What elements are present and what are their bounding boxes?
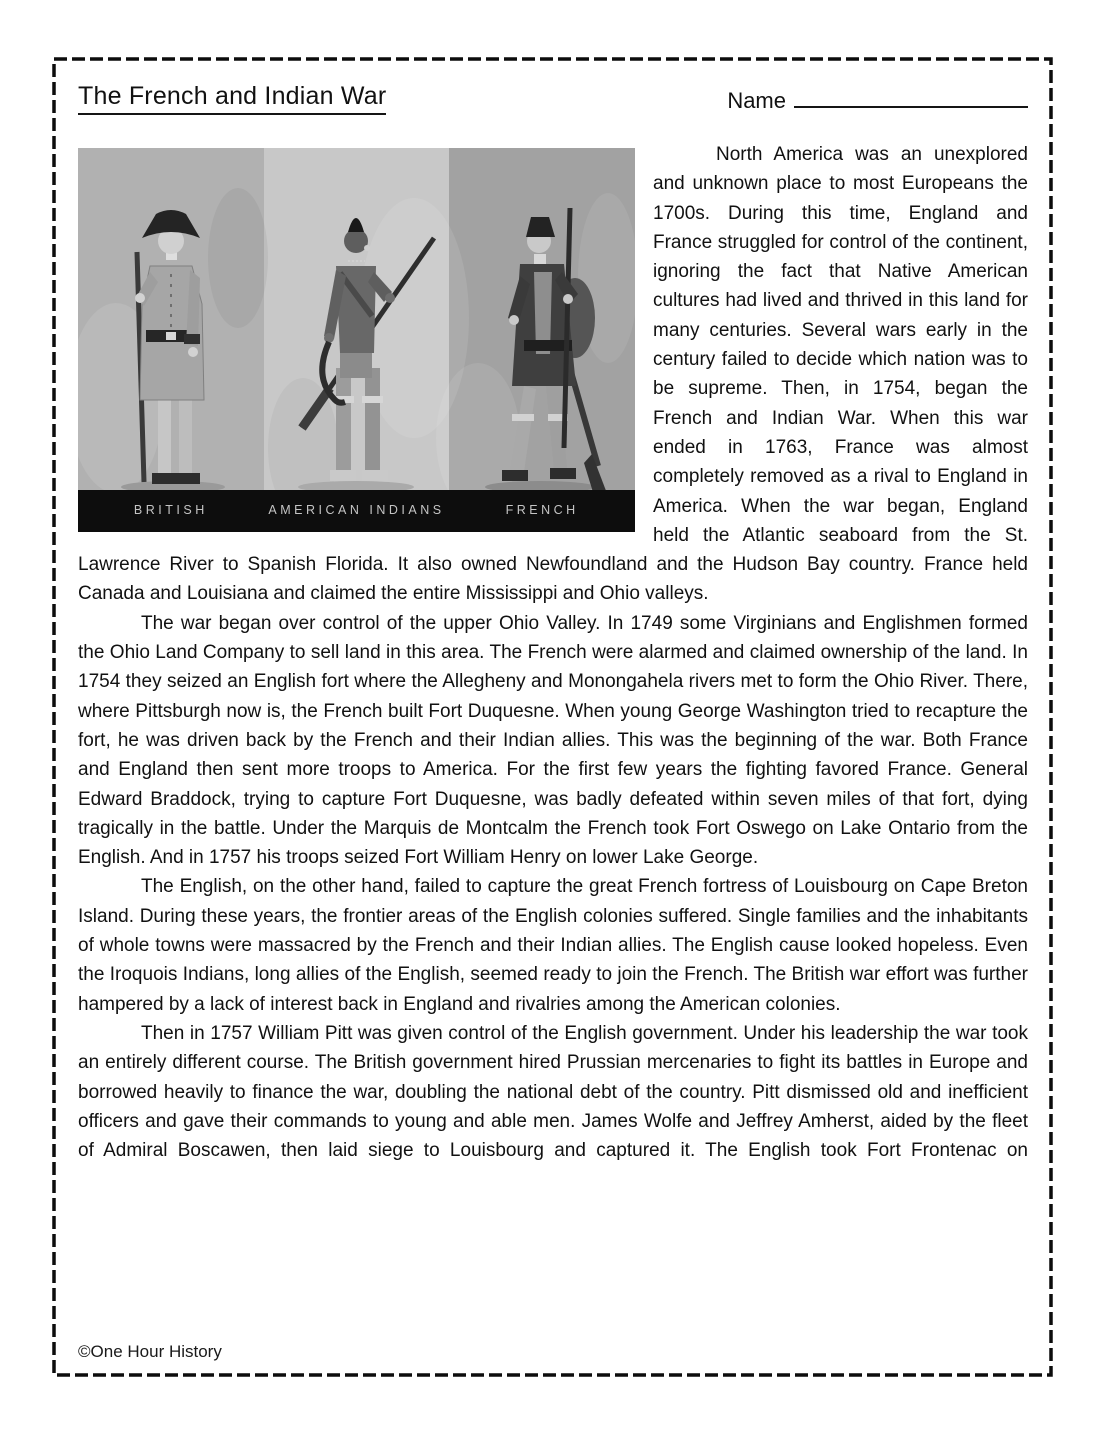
page-header <box>78 82 1028 114</box>
name-label: Name <box>727 88 786 113</box>
footer-credit: ©One Hour History <box>78 1342 222 1361</box>
soldiers-figure <box>78 148 635 532</box>
paragraph-intro: North America was an unexplored and unknown place to most Europeans the 1700s. During this time, England and France struggled for control of the continent, ignoring the fact that Native American cultures had lived and thrived in this land for many centuries. Several wars early in the century failed to decide which nation was to be supreme. Then, in 1754, began the French and Indian War. When this war ended in 1763, France was almost completely removed as a rival to England in America. When the war began, England held the Atlantic seaboard from the St. Lawrence River to Spanish Florida. It also owned Newfoundland and the Hudson Bay country. France held Canada and Louisiana and claimed the entire Mississippi and Ohio valleys. <box>78 144 1028 605</box>
name-blank-line <box>794 84 1028 108</box>
page-title <box>78 82 386 111</box>
paragraph-william-pitt: Then in 1757 William Pitt was given control of the English government. Under his leadership the war took an entirely different course. The British government hired Prussian mercenaries to fight its battles in Europe and borrowed heavily to finance the war, doubling the national debt of the country. Pitt dismissed old and inefficient officers and gave their commands to young and able men. James Wolfe and Jeffrey Amherst, aided by the fleet of Admiral Boscawen, then laid siege to Louisbourg and captured it. The English took Fort Frontenac on <box>78 1022 1028 1162</box>
figure-caption-labels <box>78 490 635 532</box>
name-field <box>727 82 1028 114</box>
paragraph-english-struggles: The English, on the other hand, failed to capture the great French fortress of Louisbourg on Cape Breton Island. During these years, the frontier areas of the English colonies suffered. Single families and the inhabitants of whole towns were massacred by the French and their Indian allies. The English cause looked hopeless. Even the Iroquois Indians, long allies of the English, seemed ready to join the French. The British war effort was further hampered by a lack of interest back in England and rivalries among the American colonies. <box>78 876 1028 1015</box>
paragraph-war-begins: The war began over control of the upper Ohio Valley. In 1749 some Virginians and Englishmen formed the Ohio Land Company to sell land in this area. The French were alarmed and claimed ownership of the land. In 1754 they seized an English fort where the Allegheny and Monongahela rivers met to form the Ohio River. There, where Pittsburgh now is, the French built Fort Duquesne. When young George Washington tried to recapture the fort, he was driven back by the French and their Indian allies. This was the beginning of the war. Both France and England then sent more troops to America. For the first few years the fighting favored France. General Edward Braddock, trying to capture Fort Duquesne, was badly defeated within seven miles of that fort, dying tragically in the battle. Under the Marquis de Montcalm the French took Fort Oswego on Lake Ontario from the English. And in 1757 his troops seized Fort William Henry on lower Lake George. <box>78 612 1028 869</box>
soldiers-image <box>78 148 635 532</box>
figure-label-french: FRENCH <box>505 503 579 518</box>
page-title-text: The French and Indian War <box>78 82 386 115</box>
article-body <box>78 140 1028 1165</box>
figure-label-american-indians: AMERICAN INDIANS <box>268 503 445 518</box>
figure-label-british: BRITISH <box>133 503 208 518</box>
